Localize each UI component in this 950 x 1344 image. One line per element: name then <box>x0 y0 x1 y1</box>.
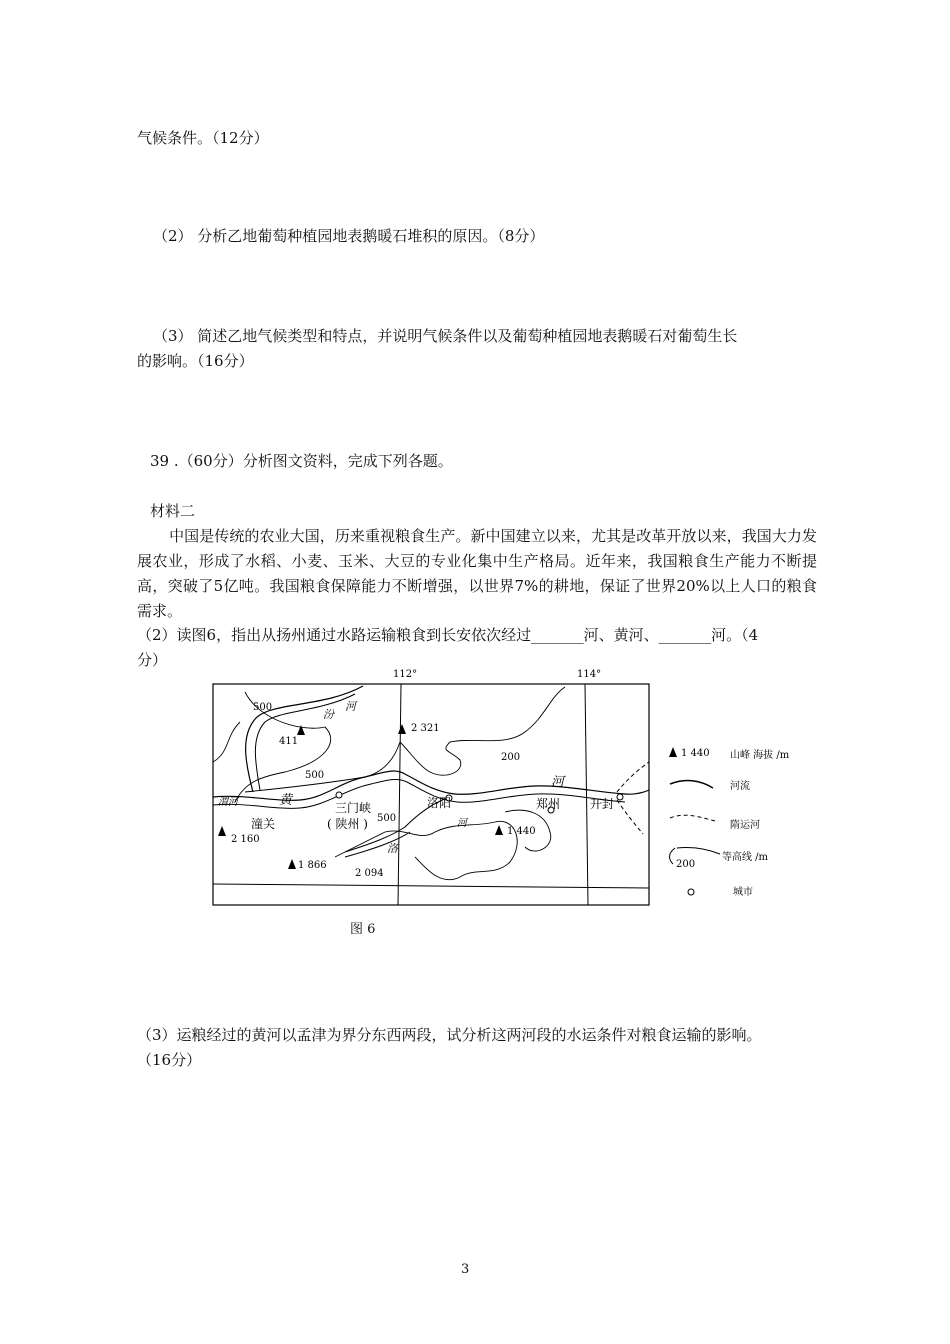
peak-label: 1 866 <box>298 860 327 871</box>
material-title: 材料二 <box>150 502 196 520</box>
river-label-huang: 黄 <box>279 793 293 808</box>
page-number: 3 <box>461 1262 470 1277</box>
legend-contour-icon <box>670 848 676 864</box>
contour-label: 500 <box>305 770 325 781</box>
legend-canal-icon <box>670 815 715 821</box>
city-label-kaifeng: 开封 <box>590 797 615 811</box>
sub-question-3: （3）运粮经过的黄河以孟津为界分东西两段，试分析这两河段的水运条件对粮食运输的影响。 <box>137 1026 762 1044</box>
text-line-climate: 气候条件。（12分） <box>137 129 269 147</box>
peak-label: 2 094 <box>355 868 384 879</box>
peak-label: 2 160 <box>231 834 260 845</box>
peak-label: 2 321 <box>411 723 440 734</box>
sub-question-2: （2）读图6，指出从扬州通过水路运输粮食到长安依次经过_______河、黄河、_______河。（4 <box>137 626 759 644</box>
legend-contour-icon <box>677 847 720 854</box>
material-paragraph <box>137 524 817 624</box>
peak-label: 1 440 <box>507 826 536 837</box>
city-label-zhengzhou: 郑州 <box>536 797 561 811</box>
figure-caption: 图 6 <box>350 922 376 937</box>
figure-6-map <box>205 662 825 912</box>
city-marker <box>336 792 342 798</box>
legend-river-icon <box>670 781 713 788</box>
city-label-sanmenxia: 三门峡 <box>335 801 372 815</box>
legend-contour-label: 等高线 /m <box>722 852 769 863</box>
river-label-he: 河 <box>551 775 565 790</box>
legend-peak-value: 1 440 <box>681 748 710 759</box>
river-label-wei: 渭河 <box>218 797 238 808</box>
contour-500-north <box>245 742 400 792</box>
sui-canal <box>617 762 649 792</box>
legend-river-label: 河流 <box>730 781 750 792</box>
legend-contour-value: 200 <box>676 859 696 870</box>
parallel <box>213 884 649 888</box>
lon-label-114: 114° <box>577 669 602 680</box>
contour-label: 500 <box>253 702 273 713</box>
sub-question-2-cont: 分） <box>137 651 168 669</box>
peak-label: 411 <box>279 736 299 747</box>
city-marker <box>617 794 623 800</box>
river-label-fen: 汾 <box>323 708 334 721</box>
contour-500-west <box>235 692 331 802</box>
sub-question-3-cont: （16分） <box>137 1051 202 1069</box>
sui-canal-south <box>617 800 643 834</box>
river-label-luo-he: 河 <box>457 818 467 829</box>
lon-label-112: 112° <box>393 669 418 680</box>
river-label-luo: 洛 <box>387 842 398 855</box>
question-39-title: 39 .（60分）分析图文资料，完成下列各题。 <box>150 452 453 470</box>
legend-city-icon <box>688 889 694 895</box>
question-3-prompt: （3） 简述乙地气候类型和特点，并说明气候条件以及葡萄种植园地表鹅暖石对葡萄生长 <box>153 327 738 345</box>
city-label-tongguan: 潼关 <box>251 817 276 831</box>
peak-marker <box>398 724 406 734</box>
city-label-luoyang: 洛阳 <box>427 796 452 810</box>
peak-marker <box>218 826 226 836</box>
meridian-112 <box>398 684 401 905</box>
city-label-shanzhou: ( 陕州 ) <box>327 817 368 831</box>
material-text: 中国是传统的农业大国，历来重视粮食生产。新中国建立以来，尤其是改革开放以来，我国大力发展农业，形成了水稻、小麦、玉米、大豆的专业化集中生产格局。近年来，我国粮食生产能力不断提高，突破了5亿吨。我国粮食保障能力不断增强，以世界7%的耕地，保证了世界20%以上人口的粮食需求。 <box>137 527 817 620</box>
meridian-114 <box>585 684 588 905</box>
contour-label: 500 <box>377 813 397 824</box>
river-label-fen-he: 河 <box>345 700 356 713</box>
contour-left-edge <box>213 722 240 762</box>
contour-label: 200 <box>501 752 521 763</box>
legend-city-label: 城市 <box>733 887 753 898</box>
peak-marker <box>288 859 296 869</box>
legend-peak-icon <box>669 747 677 757</box>
legend-peak-label: 山峰 海拔 /m <box>730 750 790 761</box>
question-2-prompt: （2） 分析乙地葡萄种植园地表鹅暖石堆积的原因。（8分） <box>153 227 545 245</box>
question-3-prompt-cont: 的影响。（16分） <box>137 352 254 370</box>
peak-marker <box>495 825 503 835</box>
legend-canal-label: 隋运河 <box>730 820 760 831</box>
